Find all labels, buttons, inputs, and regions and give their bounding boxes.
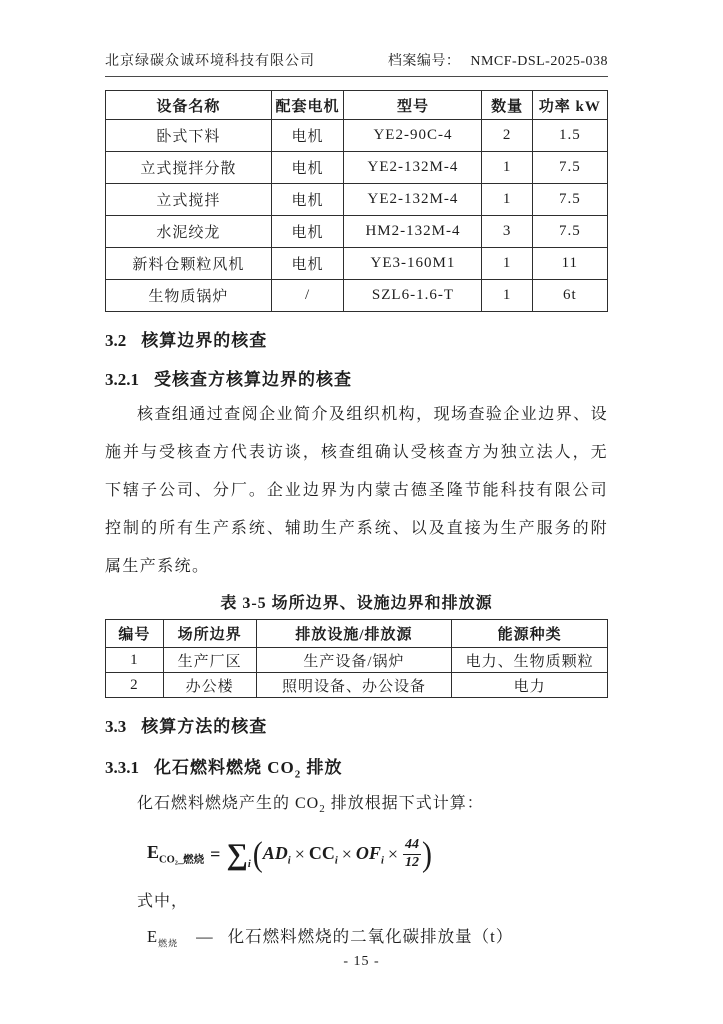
co2-subscript: 2 bbox=[319, 803, 326, 816]
cell-motor: 电机 bbox=[271, 216, 344, 248]
definition-text: 化石燃料燃烧的二氧化碳排放量（t） bbox=[227, 926, 514, 946]
section-3-2-heading bbox=[105, 326, 608, 351]
summation-symbol: ∑ bbox=[226, 837, 248, 871]
cell-motor: 电机 bbox=[271, 184, 344, 216]
cell-device-name: 新料仓颗粒风机 bbox=[106, 248, 272, 280]
fraction-44-12 bbox=[403, 837, 421, 872]
cell-power: 7.5 bbox=[532, 184, 607, 216]
formula-term-cc: $CC_i$ bbox=[308, 842, 338, 867]
times-sign: × bbox=[341, 844, 352, 865]
cell-power: 11 bbox=[532, 248, 607, 280]
cell-quantity: 2 bbox=[482, 120, 532, 152]
col-header-emission-source: 排放设施/排放源 bbox=[256, 620, 452, 648]
co2-combustion-formula bbox=[147, 832, 608, 878]
cell-power: 1.5 bbox=[532, 120, 607, 152]
col-header-quantity: 数量 bbox=[482, 91, 532, 120]
cell-index: 2 bbox=[106, 673, 164, 698]
section-title: 核算方法的核查 bbox=[141, 717, 268, 736]
intro-text: 排放根据下式计算： bbox=[325, 795, 484, 813]
cell-quantity: 1 bbox=[482, 248, 532, 280]
section-3-3-heading bbox=[105, 712, 608, 737]
cell-device-name: 卧式下料 bbox=[106, 120, 272, 152]
header-file-info bbox=[388, 50, 608, 70]
co2-subscript: 2 bbox=[294, 768, 302, 781]
cell-emission-source: 照明设备、办公设备 bbox=[256, 673, 452, 698]
header-company-name: 北京绿碳众诚环境科技有限公司 bbox=[105, 54, 315, 69]
cell-device-name: 立式搅拌分散 bbox=[106, 152, 272, 184]
cell-site-boundary: 生产厂区 bbox=[163, 648, 256, 673]
section-3-3-1-heading bbox=[105, 753, 608, 780]
col-header-device-name: 设备名称 bbox=[106, 91, 272, 120]
col-header-power: 功率 kW bbox=[532, 91, 607, 120]
col-header-site-boundary: 场所边界 bbox=[163, 620, 256, 648]
formula-lhs-base: E bbox=[147, 842, 160, 863]
cell-motor: 电机 bbox=[271, 248, 344, 280]
definition-symbol: $E_{燃烧}$ bbox=[147, 926, 179, 948]
col-header-model: 型号 bbox=[344, 91, 482, 120]
cell-motor: 电机 bbox=[271, 152, 344, 184]
boundary-paragraph: 核查组通过查阅企业简介及组织机构，现场查验企业边界、设施并与受核查方代表访谈，核查组确认受核查方为独立法人，无下辖子公司、分厂。企业边界为内蒙古德圣隆节能科技有限公司控制的所有生产系统、辅助生产系统、以及直接为生产服务的附属生产系统。 bbox=[105, 406, 608, 575]
cell-model: HM2-132M-4 bbox=[344, 216, 482, 248]
formula-intro bbox=[105, 792, 608, 821]
times-sign: × bbox=[387, 844, 399, 865]
definition-dash: — bbox=[196, 926, 214, 946]
formula-term-ad: $AD_i$ bbox=[262, 842, 291, 867]
cell-site-boundary: 办公楼 bbox=[163, 673, 256, 698]
equipment-table-header-row bbox=[106, 91, 608, 120]
table-row bbox=[106, 673, 608, 698]
table-row bbox=[106, 280, 608, 312]
formula-lhs bbox=[147, 842, 204, 867]
cell-motor: / bbox=[271, 280, 344, 312]
cell-model: YE2-90C-4 bbox=[344, 120, 482, 152]
cell-energy-type: 电力、生物质颗粒 bbox=[452, 648, 608, 673]
cell-device-name: 水泥绞龙 bbox=[106, 216, 272, 248]
col-header-index: 编号 bbox=[106, 620, 164, 648]
cell-energy-type: 电力 bbox=[452, 673, 608, 698]
cell-model: SZL6-1.6-T bbox=[344, 280, 482, 312]
summation-index: i bbox=[247, 859, 251, 871]
symbol-definition bbox=[147, 923, 608, 949]
section-title bbox=[154, 758, 343, 781]
table-3-5-caption: 表 3-5 场所边界、设施边界和排放源 bbox=[220, 595, 493, 612]
fraction-denominator: 12 bbox=[405, 855, 420, 871]
section-title: 核算边界的核查 bbox=[141, 331, 268, 350]
page-content bbox=[105, 0, 608, 949]
section-number: 3.3 bbox=[105, 717, 127, 736]
boundary-table bbox=[105, 619, 608, 698]
table-row bbox=[106, 648, 608, 673]
cell-device-name: 生物质锅炉 bbox=[106, 280, 272, 312]
section-3-2-1-heading bbox=[105, 365, 608, 390]
cell-model: YE3-160M1 bbox=[344, 248, 482, 280]
cell-power: 7.5 bbox=[532, 152, 607, 184]
table-row bbox=[106, 248, 608, 280]
equipment-table bbox=[105, 90, 608, 312]
table-row bbox=[106, 120, 608, 152]
cell-quantity: 1 bbox=[482, 184, 532, 216]
cell-index: 1 bbox=[106, 648, 164, 673]
file-number-value: NMCF-DSL-2025-038 bbox=[470, 54, 608, 69]
cell-power: 6t bbox=[532, 280, 607, 312]
file-number-label: 档案编号： bbox=[387, 54, 461, 69]
cell-quantity: 1 bbox=[482, 152, 532, 184]
cell-model: YE2-132M-4 bbox=[344, 152, 482, 184]
section-number: 3.2 bbox=[105, 331, 127, 350]
section-number: 3.3.1 bbox=[105, 758, 139, 777]
fraction-numerator: 44 bbox=[403, 837, 421, 855]
table-row bbox=[106, 184, 608, 216]
cell-motor: 电机 bbox=[271, 120, 344, 152]
cell-quantity: 3 bbox=[482, 216, 532, 248]
section-title-text: 化石燃料燃烧 CO bbox=[154, 758, 295, 777]
intro-text: 化石燃料燃烧产生的 CO bbox=[137, 795, 320, 813]
col-header-motor: 配套电机 bbox=[271, 91, 344, 120]
open-paren: ( bbox=[252, 835, 263, 873]
cell-power: 7.5 bbox=[532, 216, 607, 248]
formula-lhs-subscript: CO₂_燃烧 bbox=[159, 854, 205, 866]
page-number: - 15 - bbox=[343, 954, 380, 969]
cell-model: YE2-132M-4 bbox=[344, 184, 482, 216]
col-header-energy-type: 能源种类 bbox=[452, 620, 608, 648]
section-number: 3.2.1 bbox=[105, 370, 139, 389]
table-row bbox=[106, 152, 608, 184]
where-label: 式中， bbox=[137, 892, 189, 910]
boundary-table-header-row bbox=[106, 620, 608, 648]
close-paren: ) bbox=[422, 835, 433, 873]
table-row bbox=[106, 216, 608, 248]
cell-emission-source: 生产设备/锅炉 bbox=[256, 648, 452, 673]
cell-device-name: 立式搅拌 bbox=[106, 184, 272, 216]
page-header bbox=[105, 0, 608, 77]
equals-sign: = bbox=[210, 844, 221, 865]
times-sign: × bbox=[294, 844, 305, 865]
cell-quantity: 1 bbox=[482, 280, 532, 312]
section-title: 受核查方核算边界的核查 bbox=[154, 370, 352, 389]
section-title-text: 排放 bbox=[301, 758, 343, 777]
formula-term-of: $OF_i$ bbox=[355, 842, 384, 867]
